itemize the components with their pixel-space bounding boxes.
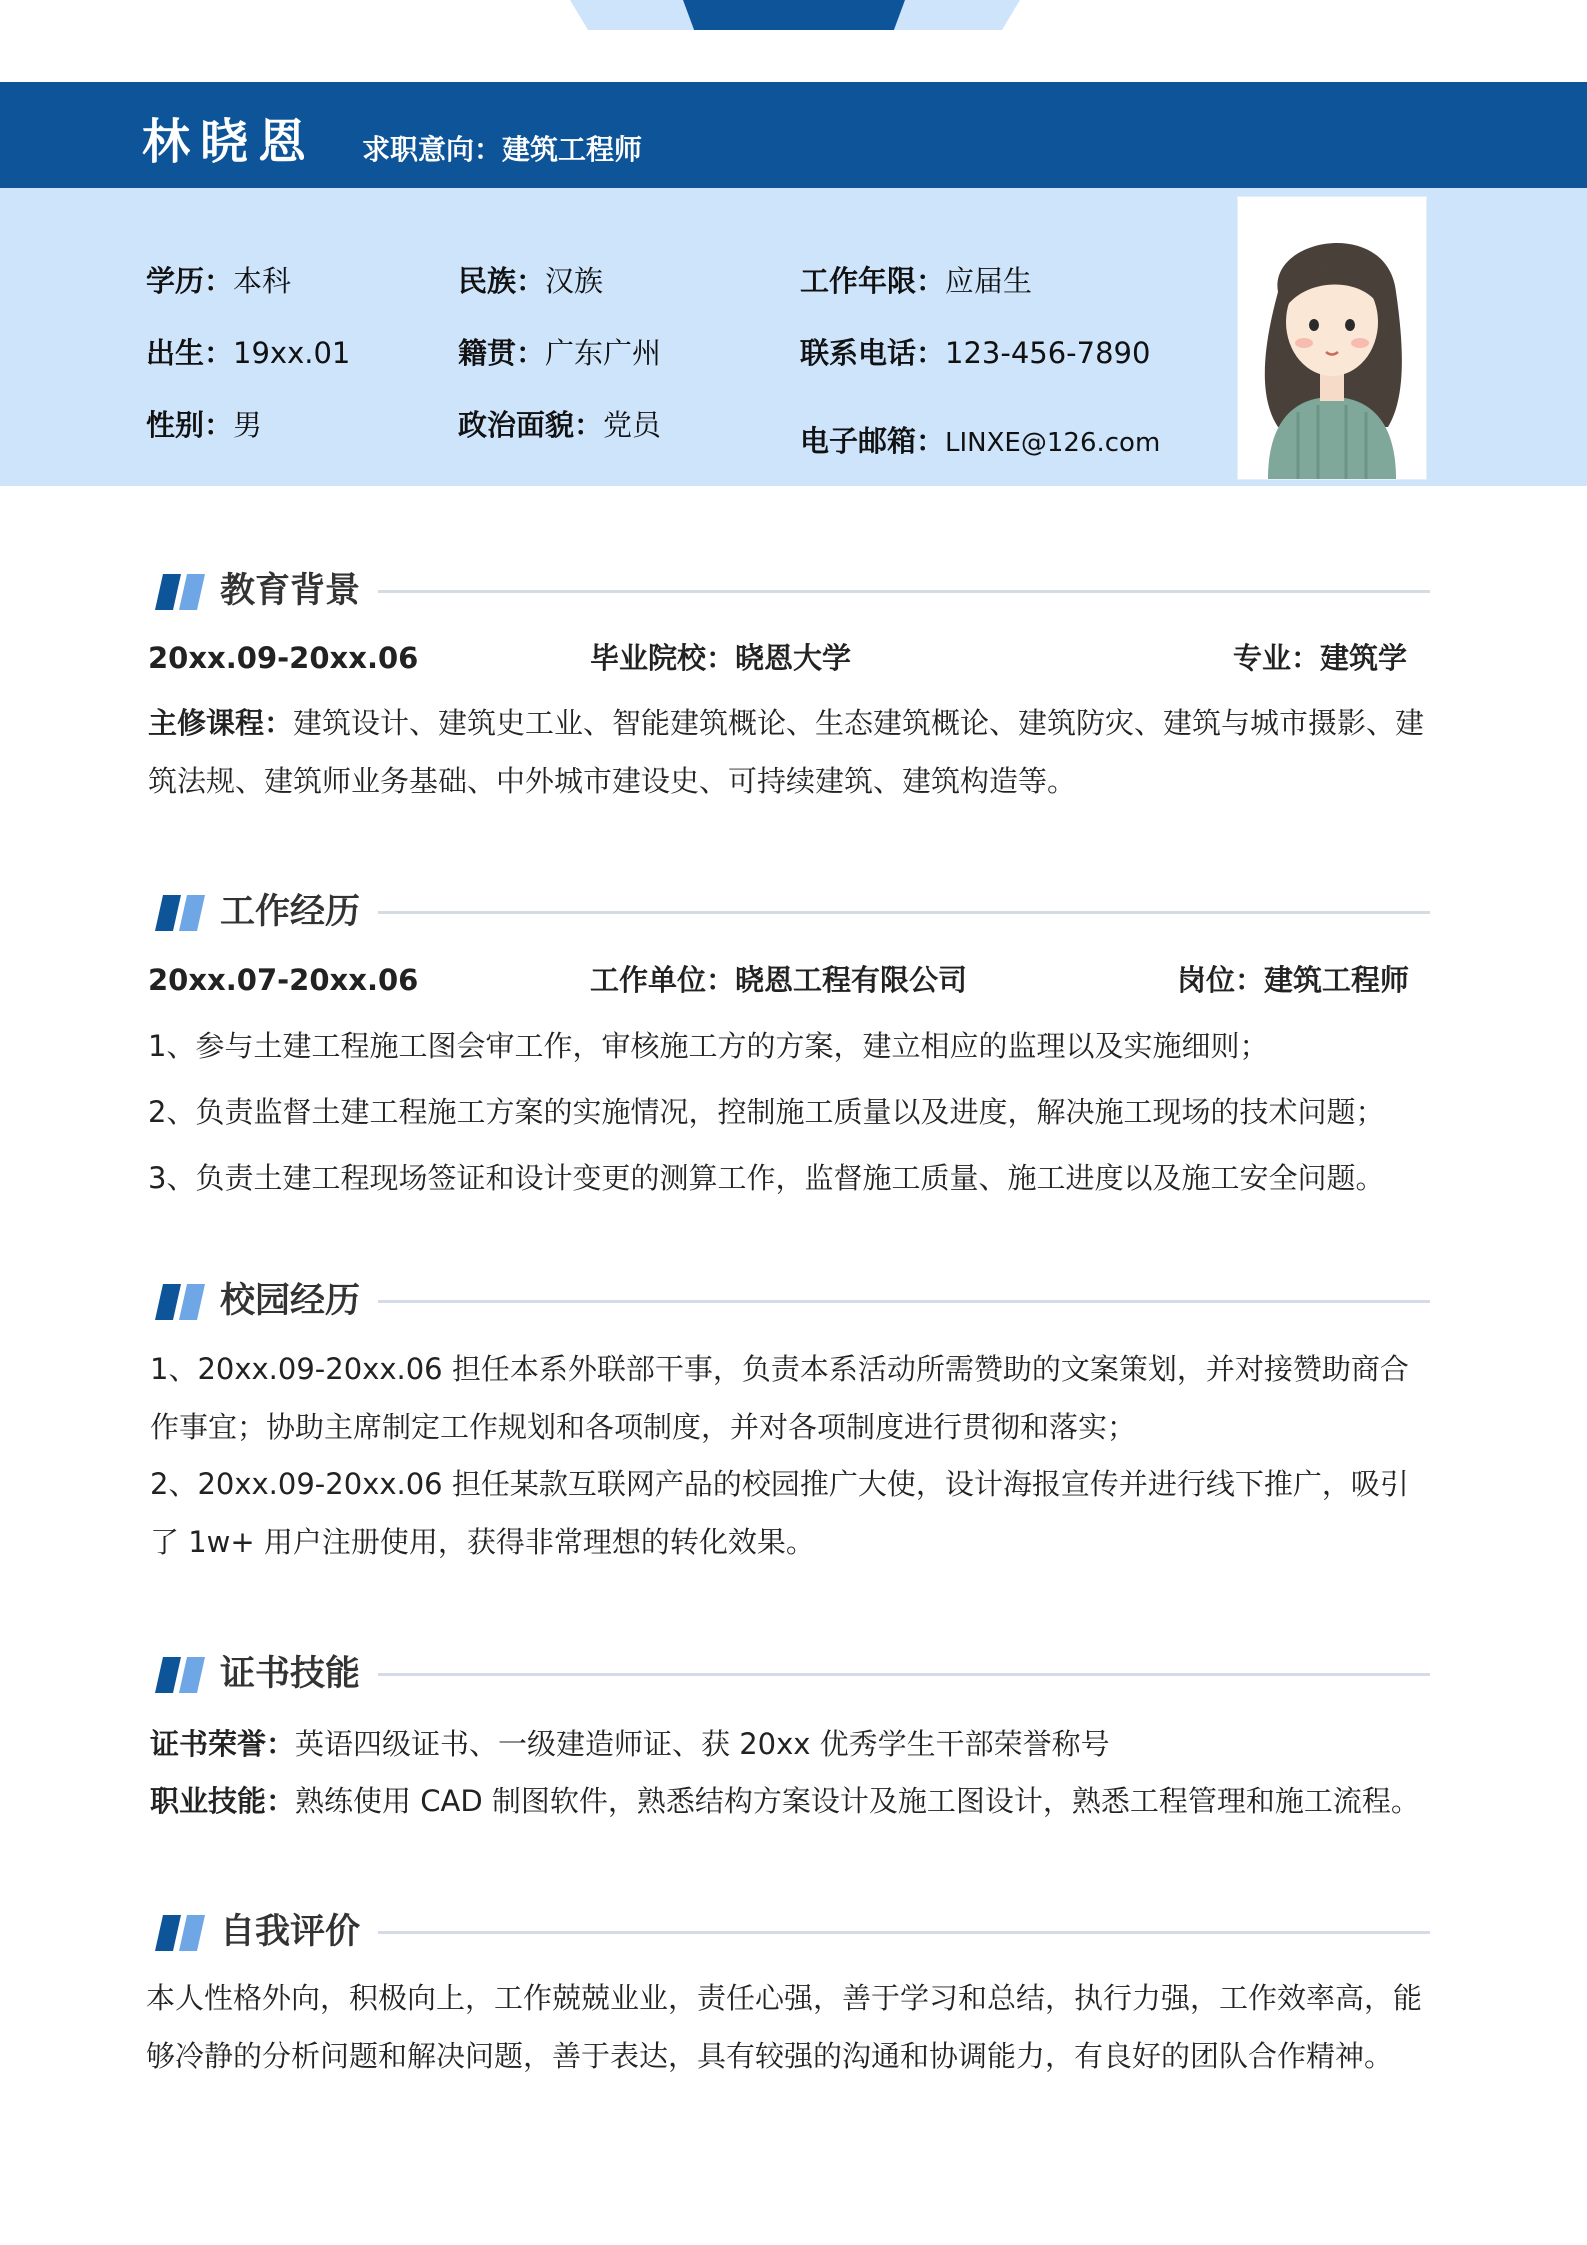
section-bars-icon — [155, 1284, 205, 1320]
avatar-illustration — [1238, 197, 1426, 479]
job-intent: 求职意向：建筑工程师 — [362, 133, 643, 166]
self-evaluation-text: 本人性格外向，积极向上，工作兢兢业业，责任心强，善于学习和总结，执行力强，工作效率高，能够冷静的分析问题和解决问题，善于表达，具有较强的沟通和协调能力，有良好的团队合作精神。 — [146, 1981, 1423, 2073]
info-birth: 出生：19xx.01 — [146, 336, 351, 370]
section-work-header — [0, 887, 1587, 937]
education-school: 毕业院校：晓恩大学 — [590, 641, 852, 675]
section-title: 证书技能 — [220, 1654, 361, 1694]
section-title: 工作经历 — [220, 892, 361, 932]
info-email: 电子邮箱：LINXE@126.com — [800, 424, 1161, 458]
candidate-name: 林晓恩 — [142, 114, 317, 170]
info-gender: 性别：男 — [146, 408, 263, 442]
info-politics: 政治面貌：党员 — [458, 408, 662, 442]
section-education-header — [0, 566, 1587, 616]
section-bars-icon — [155, 1915, 205, 1951]
info-origin: 籍贯：广东广州 — [458, 336, 662, 370]
skills-certificates: 证书荣誉：英语四级证书、一级建造师证、获 20xx 优秀学生干部荣誉称号 — [150, 1727, 1110, 1761]
campus-item: 2、20xx.09-20xx.06 担任某款互联网产品的校园推广大使，设计海报宣传并进行线下推广，吸引了 1w+ 用户注册使用，获得非常理想的转化效果。 — [150, 1467, 1409, 1559]
work-period: 20xx.07-20xx.06 — [148, 963, 419, 997]
top-decoration-dark — [683, 0, 905, 30]
section-divider — [378, 1931, 1430, 1934]
section-title: 自我评价 — [220, 1912, 361, 1952]
section-divider — [378, 590, 1430, 593]
work-item: 1、参与土建工程施工图会审工作，审核施工方的方案，建立相应的监理以及实施细则； — [148, 1029, 1269, 1063]
info-work-years: 工作年限：应届生 — [800, 264, 1033, 298]
section-title: 教育背景 — [220, 571, 361, 611]
work-company: 工作单位：晓恩工程有限公司 — [590, 963, 968, 997]
section-divider — [378, 1300, 1430, 1303]
info-education: 学历：本科 — [146, 264, 292, 298]
section-bars-icon — [155, 895, 205, 931]
section-divider — [378, 1673, 1430, 1676]
education-major: 专业：建筑学 — [1233, 641, 1408, 675]
section-campus-header — [0, 1276, 1587, 1326]
section-skills-header — [0, 1649, 1587, 1699]
work-item: 2、负责监督土建工程施工方案的实施情况，控制施工质量以及进度，解决施工现场的技术问题； — [148, 1095, 1385, 1129]
section-self-header — [0, 1907, 1587, 1957]
info-phone: 联系电话：123-456-7890 — [800, 336, 1151, 370]
section-title: 校园经历 — [220, 1281, 361, 1321]
education-period: 20xx.09-20xx.06 — [148, 641, 419, 675]
work-position: 岗位：建筑工程师 — [1177, 963, 1410, 997]
info-ethnicity: 民族：汉族 — [458, 264, 604, 298]
section-divider — [378, 911, 1430, 914]
skills-professional: 职业技能：熟练使用 CAD 制图软件，熟悉结构方案设计及施工图设计，熟悉工程管理和施工流程。 — [150, 1784, 1420, 1818]
profile-photo — [1237, 196, 1427, 480]
work-item: 3、负责土建工程现场签证和设计变更的测算工作，监督施工质量、施工进度以及施工安全问题。 — [148, 1161, 1385, 1195]
campus-item: 1、20xx.09-20xx.06 担任本系外联部干事，负责本系活动所需赞助的文案策划，并对接赞助商合作事宜；协助主席制定工作规划和各项制度，并对各项制度进行贯彻和落实； — [150, 1352, 1409, 1444]
section-bars-icon — [155, 1657, 205, 1693]
education-courses: 主修课程：建筑设计、建筑史工业、智能建筑概论、生态建筑概论、建筑防灾、建筑与城市摄影、建筑法规、建筑师业务基础、中外城市建设史、可持续建筑、建筑构造等。 — [148, 706, 1425, 798]
section-bars-icon — [155, 574, 205, 610]
